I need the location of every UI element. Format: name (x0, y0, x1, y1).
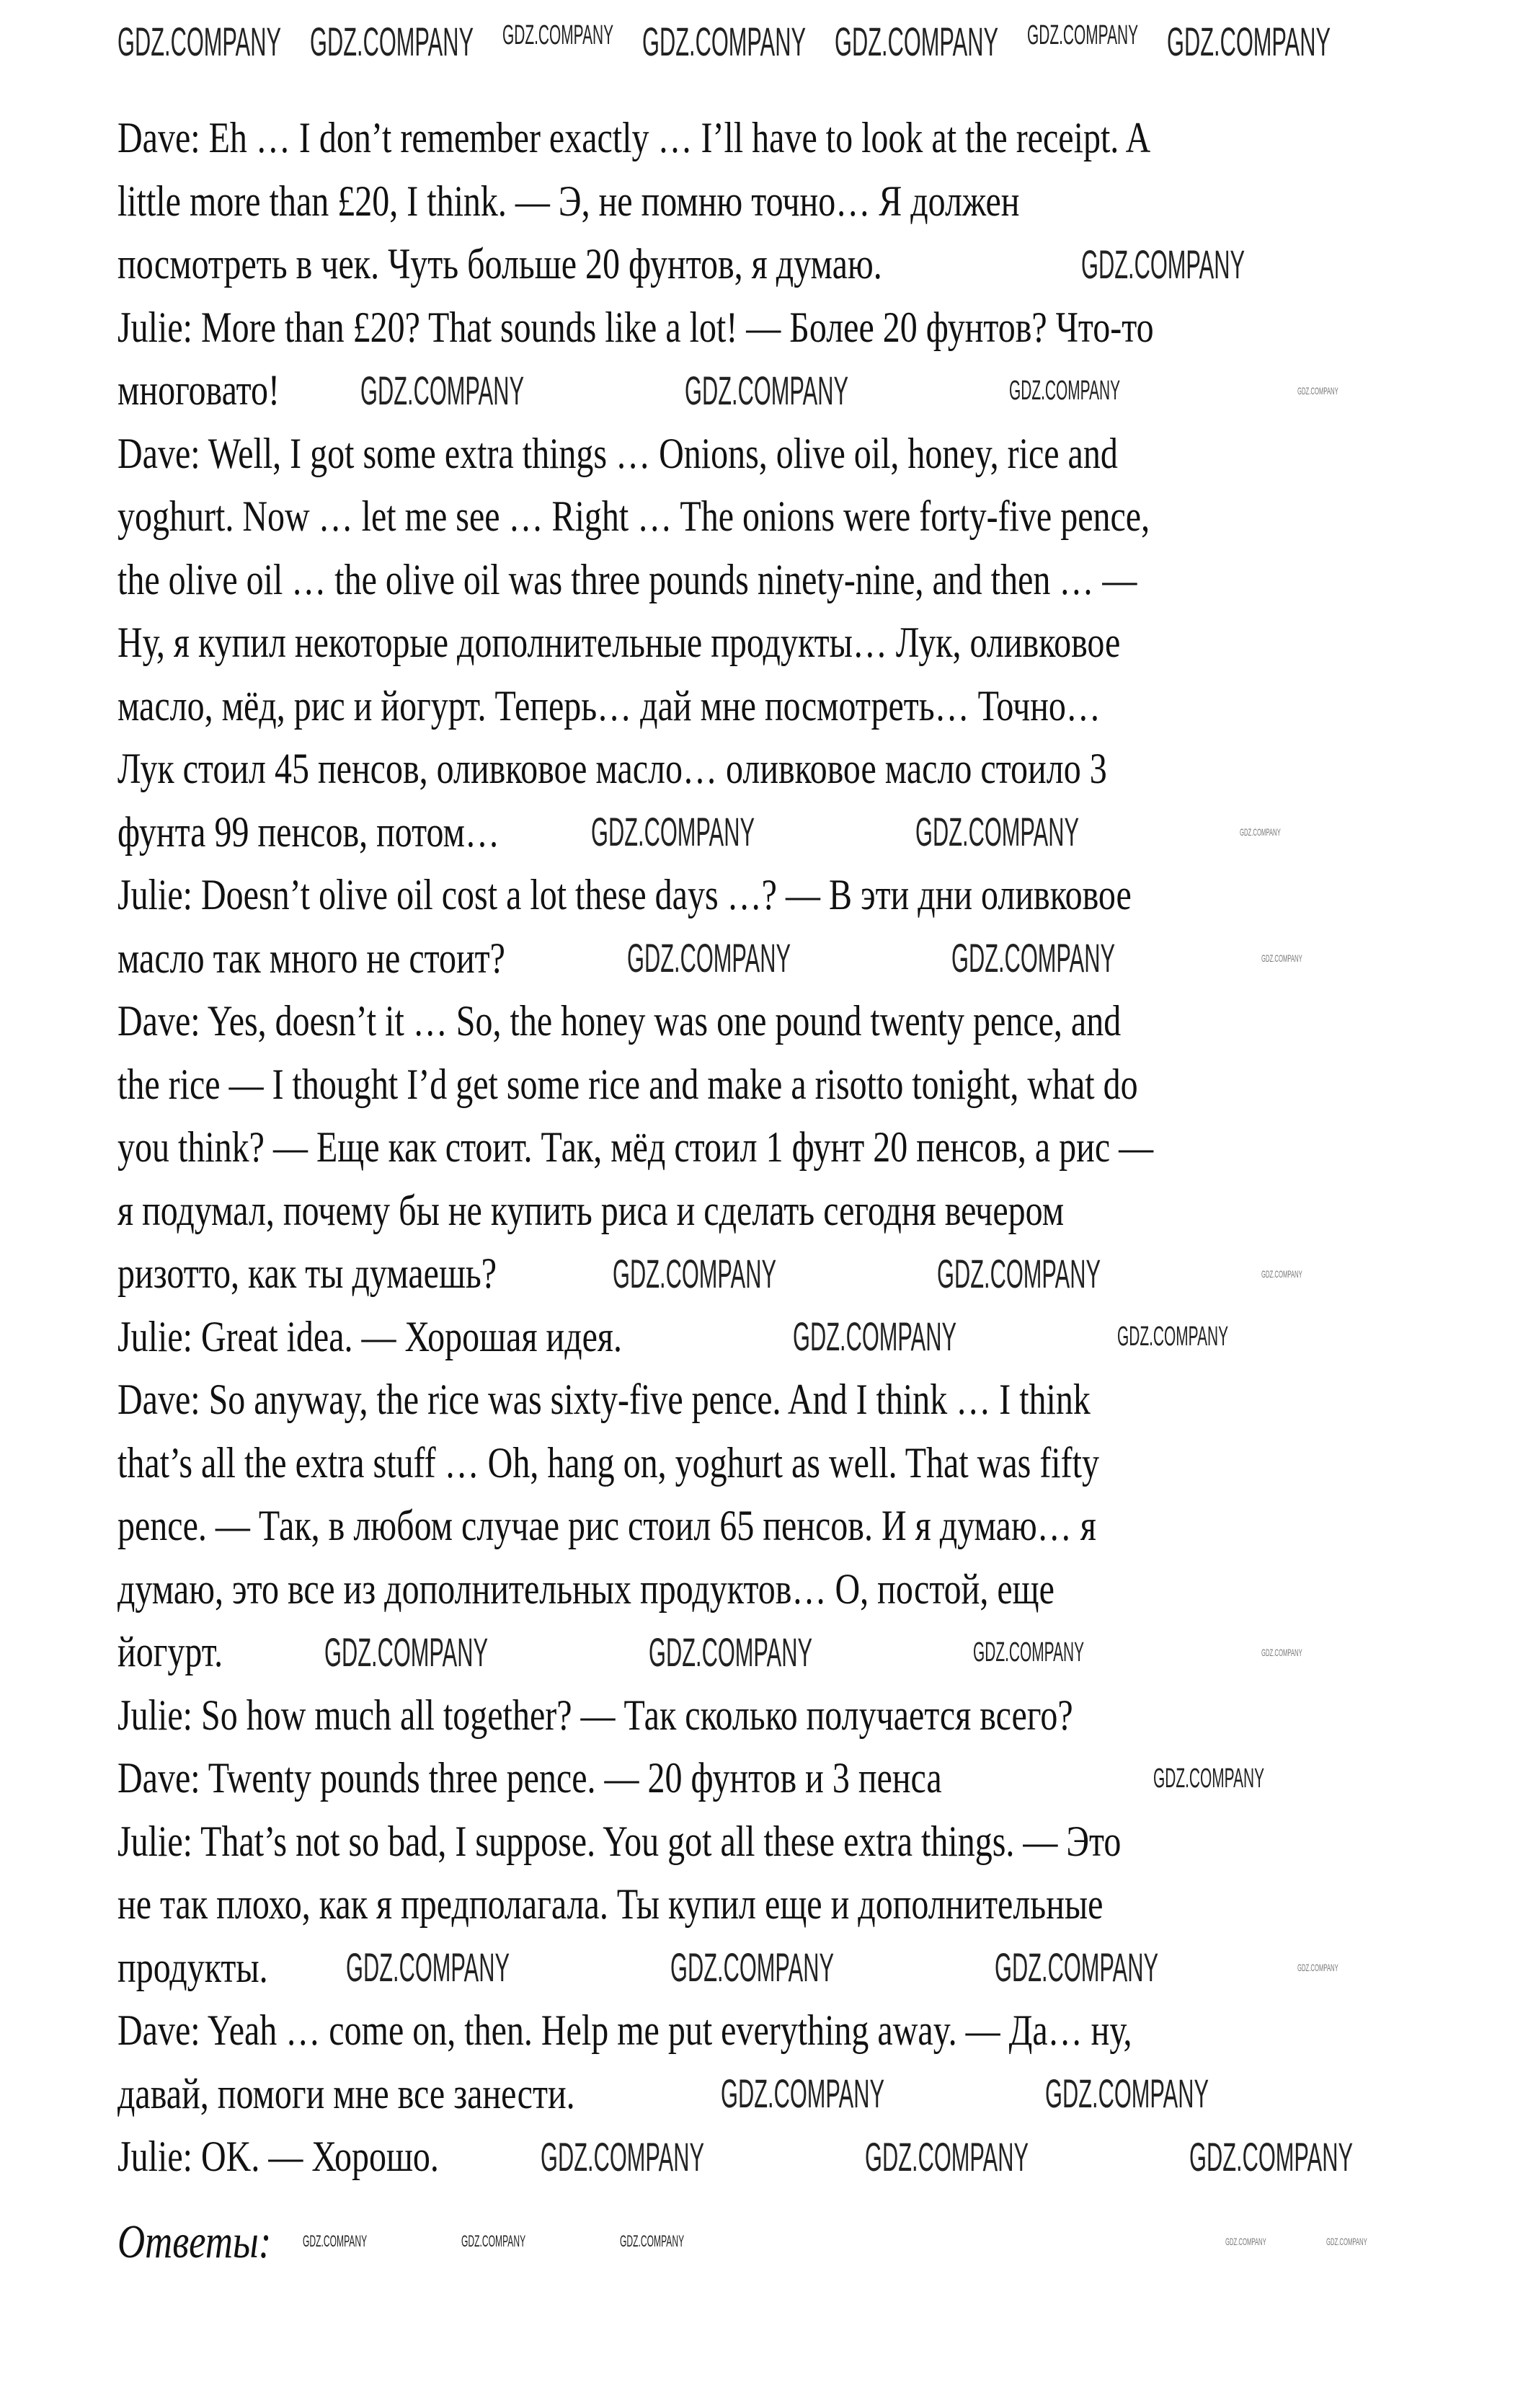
watermark: GDZ.COMPANY (649, 1629, 813, 1675)
watermark: GDZ.COMPANY (1081, 242, 1246, 287)
watermark: GDZ.COMPANY (685, 368, 849, 413)
text-line: Julie: Doesn’t olive oil cost a lot these days …? — В эти дни оливковое (117, 871, 1132, 919)
watermark: GDZ.COMPANY (1261, 1647, 1302, 1658)
watermark: GDZ.COMPANY (303, 2232, 368, 2250)
watermark: GDZ.COMPANY (915, 809, 1080, 854)
watermark: GDZ.COMPANY (346, 1944, 510, 1990)
watermark: GDZ.COMPANY (1117, 1322, 1229, 1352)
text-line: продукты. (117, 1943, 268, 1991)
text-line: ризотто, как ты думаешь? (117, 1249, 497, 1297)
text-line: Julie: OK. — Хорошо. (117, 2133, 439, 2180)
watermark: GDZ.COMPANY (1009, 376, 1121, 406)
text-line: Ну, я купил некоторые дополнительные продукты… Лук, оливковое (117, 619, 1121, 666)
watermark: GDZ.COMPANY (721, 2071, 885, 2116)
watermark: GDZ.COMPANY (951, 935, 1116, 981)
watermark: GDZ.COMPANY (360, 368, 525, 413)
watermark: GDZ.COMPANY (865, 2134, 1029, 2179)
text-line: the rice — I thought I’d get some rice and make a risotto tonight, what do (117, 1060, 1138, 1108)
text-line: you think? — Еще как стоит. Так, мёд стоил 1 фунт 20 пенсов, а рис — (117, 1123, 1154, 1171)
watermark: GDZ.COMPANY (613, 1251, 777, 1296)
text-line: Dave: So anyway, the rice was sixty-five pence. And I think … I think (117, 1376, 1091, 1423)
watermark: GDZ.COMPANY (937, 1251, 1101, 1296)
watermark: GDZ.COMPANY (620, 2232, 685, 2250)
watermark: GDZ.COMPANY (670, 1944, 835, 1990)
watermark: GDZ.COMPANY (502, 20, 614, 50)
watermark: GDZ.COMPANY (642, 19, 807, 64)
text-line: масло, мёд, рис и йогурт. Теперь… дай мне посмотреть… Точно… (117, 681, 1101, 730)
text-line: не так плохо, как я предполагала. Ты купил еще и дополнительные (117, 1880, 1104, 1928)
watermark: GDZ.COMPANY (1027, 20, 1139, 50)
watermark: GDZ.COMPANY (1297, 1962, 1338, 1973)
text-line: Julie: That’s not so bad, I suppose. You got all these extra things. — Это (117, 1817, 1122, 1865)
text-line: йогурт. (117, 1628, 223, 1676)
watermark: GDZ.COMPANY (1261, 1268, 1302, 1280)
watermark: GDZ.COMPANY (1261, 952, 1302, 964)
watermark: GDZ.COMPANY (1189, 2134, 1354, 2179)
text-line: многовато! (117, 366, 280, 414)
watermark: GDZ.COMPANY (310, 19, 474, 64)
text-line: Julie: So how much all together? — Так сколько получается всего? (117, 1691, 1073, 1739)
text-line: Dave: Twenty pounds three pence. — 20 фунтов и 3 пенса (117, 1754, 942, 1802)
text-line: Julie: Great idea. — Хорошая идея. (117, 1312, 623, 1360)
text-line: посмотреть в чек. Чуть больше 20 фунтов, я думаю. (117, 240, 882, 288)
watermark: GDZ.COMPANY (1045, 2071, 1209, 2116)
answers-heading: Ответы: (117, 2215, 272, 2268)
watermark: GDZ.COMPANY (591, 809, 755, 854)
text-line: that’s all the extra stuff … Oh, hang on, yoghurt as well. That was fifty (117, 1438, 1099, 1487)
watermark: GDZ.COMPANY (793, 1314, 957, 1359)
text-line: масло так много не стоит? (117, 934, 505, 982)
text-line: little more than £20, I think. — Э, не помню точно… Я должен (117, 177, 1020, 225)
text-line: Dave: Yeah … come on, then. Help me put everything away. — Да… ну, (117, 2006, 1132, 2054)
watermark: GDZ.COMPANY (541, 2134, 705, 2179)
text-line: Dave: Yes, doesn’t it … So, the honey was one pound twenty pence, and (117, 997, 1122, 1045)
text-line: yoghurt. Now … let me see … Right … The onions were forty-five pence, (117, 492, 1150, 540)
text-line: фунта 99 пенсов, потом… (117, 807, 499, 856)
text-line: Julie: More than £20? That sounds like a lot! — Более 20 фунтов? Что-то (117, 303, 1154, 351)
watermark: GDZ.COMPANY (1167, 19, 1331, 64)
watermark: GDZ.COMPANY (1153, 1763, 1265, 1794)
text-line: давай, помоги мне все занести. (117, 2069, 575, 2117)
watermark: GDZ.COMPANY (1297, 385, 1338, 397)
text-line: я подумал, почему бы не купить риса и сделать сегодня вечером (117, 1186, 1065, 1234)
watermark: GDZ.COMPANY (461, 2232, 526, 2250)
watermark: GDZ.COMPANY (1240, 826, 1281, 838)
text-line: Dave: Eh … I don’t remember exactly … I’ll have to look at the receipt. A (117, 114, 1151, 161)
watermark: GDZ.COMPANY (1326, 2236, 1367, 2247)
text-line: Лук стоил 45 пенсов, оливковое масло… оливковое масло стоило 3 (117, 745, 1107, 792)
watermark: GDZ.COMPANY (995, 1944, 1159, 1990)
text-line: Dave: Well, I got some extra things … Onions, olive oil, honey, rice and (117, 429, 1118, 477)
text-line: pence. — Так, в любом случае рис стоил 65 пенсов. И я думаю… я (117, 1502, 1096, 1549)
watermark: GDZ.COMPANY (117, 19, 282, 64)
text-line: думаю, это все из дополнительных продуктов… О, постой, еще (117, 1564, 1054, 1613)
text-line: the olive oil … the olive oil was three pounds ninety-nine, and then … — (117, 555, 1137, 603)
watermark: GDZ.COMPANY (627, 935, 791, 981)
watermark: GDZ.COMPANY (835, 19, 999, 64)
watermark: GDZ.COMPANY (324, 1629, 489, 1675)
watermark: GDZ.COMPANY (1225, 2236, 1266, 2247)
watermark: GDZ.COMPANY (973, 1637, 1085, 1668)
